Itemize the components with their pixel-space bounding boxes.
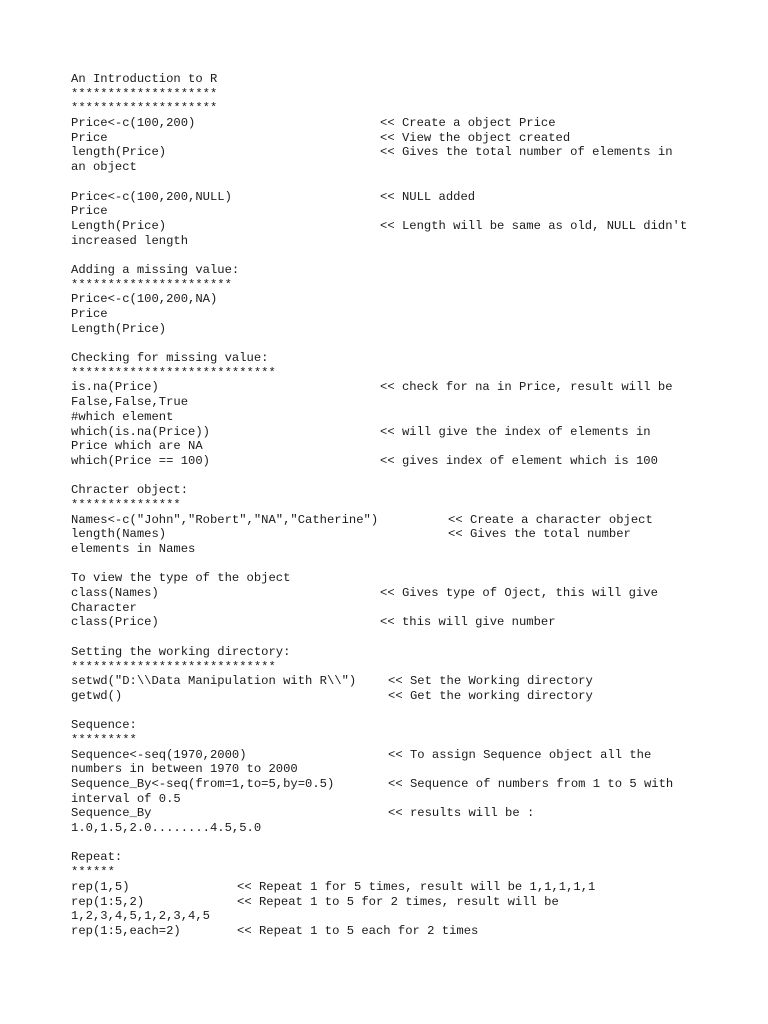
- code: 1,2,3,4,5,1,2,3,4,5: [71, 909, 210, 924]
- comment: << Sequence of numbers from 1 to 5 with: [388, 777, 674, 791]
- comment: << Repeat 1 for 5 times, result will be 1,1,1,1,1: [237, 879, 596, 894]
- code: getwd(): [71, 688, 123, 703]
- comment: << Gives the total number of elements in: [380, 145, 673, 160]
- comment: << Repeat 1 to 5 for 2 times, result will be: [237, 894, 559, 909]
- code-line: [71, 513, 751, 528]
- code-line: [71, 748, 751, 763]
- title-underline: ********************: [71, 101, 218, 116]
- comment: << Gives the total number: [448, 527, 631, 542]
- heading-underline: *********: [71, 732, 137, 747]
- code-line: [71, 821, 751, 836]
- code: length(Price): [71, 145, 167, 160]
- heading-underline: **********************: [71, 277, 232, 292]
- comment: << View the object created: [380, 130, 571, 145]
- comment: << To assign Sequence object all the: [388, 747, 652, 762]
- section-heading: Setting the working directory:: [71, 644, 291, 659]
- blank-line: [71, 175, 751, 190]
- code-line: [71, 909, 751, 924]
- code: Price<-c(100,200,NA): [71, 292, 218, 307]
- blank-line: [71, 630, 751, 645]
- heading-underline: ******: [71, 865, 115, 880]
- comment: << will give the index of elements in: [380, 424, 651, 439]
- heading-underline: ****************************: [71, 659, 276, 674]
- code: an object: [71, 160, 137, 175]
- comment: << Create a object Price: [380, 116, 556, 131]
- code: Price: [71, 130, 108, 145]
- blank-line: [71, 557, 751, 572]
- code-line: [71, 542, 751, 557]
- code-line: [71, 425, 751, 440]
- code: Price: [71, 307, 108, 321]
- code: Character: [71, 600, 137, 615]
- section-heading: Repeat:: [71, 850, 123, 865]
- code: is.na(Price): [71, 380, 159, 395]
- code-line: [71, 322, 751, 337]
- comment: << gives index of element which is 100: [380, 453, 658, 468]
- section-heading: Chracter object:: [71, 483, 189, 498]
- blank-line: [71, 248, 751, 263]
- code: Sequence<-seq(1970,2000): [71, 747, 247, 762]
- code-line: [71, 571, 751, 586]
- code-line: [71, 131, 751, 146]
- code: rep(1:5,2): [71, 894, 145, 909]
- code-line: [71, 527, 751, 542]
- code: Price<-c(100,200): [71, 116, 196, 131]
- code: class(Price): [71, 615, 159, 630]
- code-line: [71, 615, 751, 630]
- code-line: [71, 307, 751, 322]
- comment: << this will give number: [380, 615, 556, 630]
- code-line: [71, 586, 751, 601]
- code: increased length: [71, 233, 189, 248]
- code: elements in Names: [71, 542, 196, 556]
- code: Sequence_By<-seq(from=1,to=5,by=0.5): [71, 777, 335, 791]
- code: To view the type of the object: [71, 571, 291, 586]
- comment: << Create a character object: [448, 512, 653, 527]
- code: Price which are NA: [71, 439, 203, 454]
- section-heading: Adding a missing value:: [71, 262, 240, 277]
- code-line: [71, 601, 751, 616]
- code-line: [71, 674, 751, 689]
- code-line: [71, 792, 751, 807]
- title-underline: ********************: [71, 86, 218, 101]
- code-line: [71, 395, 751, 410]
- code-line: [71, 895, 751, 910]
- document-title: An Introduction to R: [71, 72, 218, 86]
- code-line: [71, 777, 751, 792]
- code: Names<-c("John","Robert","NA","Catherine"): [71, 512, 379, 527]
- code: numbers in between 1970 to 2000: [71, 762, 298, 777]
- comment: << NULL added: [380, 189, 476, 204]
- code: Length(Price): [71, 218, 167, 233]
- code: class(Names): [71, 586, 159, 601]
- code-line: [71, 116, 751, 131]
- section-heading: Sequence:: [71, 718, 137, 733]
- code-line: [71, 219, 751, 234]
- code: which(is.na(Price)): [71, 424, 210, 439]
- section-heading: Checking for missing value:: [71, 351, 269, 366]
- comment: << Get the working directory: [388, 688, 593, 703]
- code-line: [71, 190, 751, 205]
- code-line: [71, 380, 751, 395]
- code-line: [71, 410, 751, 425]
- comment: << Length will be same as old, NULL didn't: [380, 218, 688, 233]
- code-line: [71, 924, 751, 939]
- code-line: [71, 234, 751, 249]
- code: 1.0,1.5,2.0........4.5,5.0: [71, 821, 262, 836]
- code: rep(1:5,each=2): [71, 923, 181, 938]
- code: setwd("D:\\Data Manipulation with R\\"): [71, 674, 357, 689]
- comment: << Gives type of Oject, this will give: [380, 586, 658, 601]
- blank-line: [71, 836, 751, 851]
- document-body: [71, 72, 751, 939]
- blank-line: [71, 704, 751, 719]
- code-line: [71, 160, 751, 175]
- code-line: [71, 145, 751, 160]
- code-line: [71, 762, 751, 777]
- code: #which element: [71, 409, 174, 424]
- blank-line: [71, 469, 751, 484]
- code: Price: [71, 204, 108, 219]
- code: Length(Price): [71, 321, 167, 336]
- code: interval of 0.5: [71, 791, 181, 806]
- code: Price<-c(100,200,NULL): [71, 189, 232, 204]
- heading-underline: ****************************: [71, 365, 276, 380]
- code-line: [71, 689, 751, 704]
- comment: << Set the Working directory: [388, 674, 593, 689]
- code: rep(1,5): [71, 879, 130, 894]
- code: which(Price == 100): [71, 453, 210, 468]
- code-line: [71, 880, 751, 895]
- comment: << results will be :: [388, 806, 535, 821]
- code-line: [71, 292, 751, 307]
- code-line: [71, 204, 751, 219]
- code: False,False,True: [71, 395, 189, 410]
- heading-underline: ***************: [71, 497, 181, 512]
- code: length(Names): [71, 527, 167, 542]
- comment: << check for na in Price, result will be: [380, 380, 673, 395]
- code-line: [71, 439, 751, 454]
- blank-line: [71, 336, 751, 351]
- code-line: [71, 806, 751, 821]
- code: Sequence_By: [71, 806, 152, 821]
- code-line: [71, 454, 751, 469]
- comment: << Repeat 1 to 5 each for 2 times: [237, 923, 479, 938]
